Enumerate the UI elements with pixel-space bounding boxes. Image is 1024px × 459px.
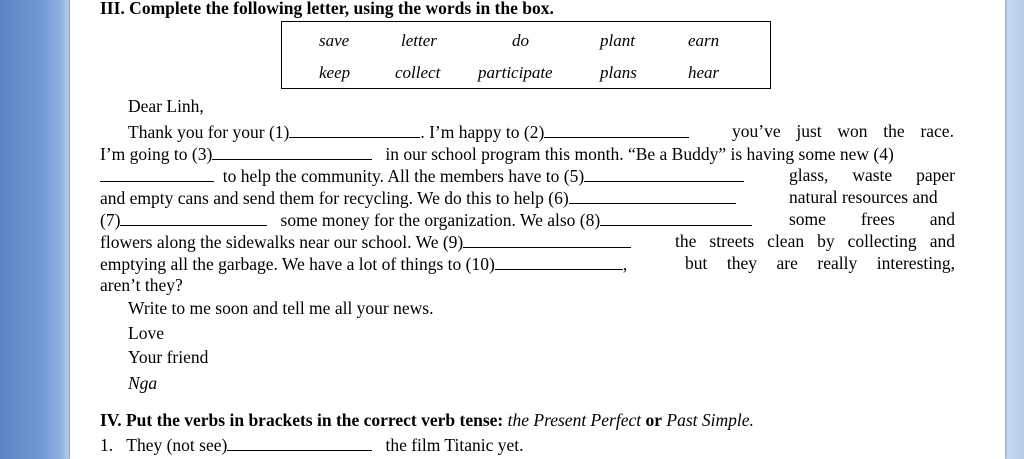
letter-line-8: aren’t they? [100, 275, 183, 295]
word-box-item: do [512, 31, 529, 50]
word-box-item: collect [395, 63, 441, 82]
blank-10[interactable] [495, 255, 623, 270]
blank-7[interactable] [120, 211, 267, 226]
letter-line-3-end: glass, waste paper [789, 165, 955, 185]
letter-line-7: emptying all the garbage. We have a lot of things to (10) , [100, 254, 628, 274]
letter-line-4: and empty cans and send them for recycling. We do this to help (6) [100, 189, 736, 208]
letter-line-5-end: some frees and [789, 209, 955, 229]
letter-line-3: to help the community. All the members have to (5) [100, 167, 744, 186]
letter-line-4-end: natural resources and [789, 187, 938, 207]
letter-signature: Nga [128, 373, 158, 393]
letter-line-5: (7) some money for the organization. We also (8) [100, 211, 752, 230]
blank-9[interactable] [463, 233, 631, 248]
letter-closing-1: Write to me soon and tell me all your news. [128, 298, 434, 318]
blank-2[interactable] [544, 123, 689, 138]
word-box-item: save [319, 31, 350, 50]
letter-closing-3: Your friend [128, 347, 209, 367]
letter-line-6-end: the streets clean by collecting and [675, 231, 955, 251]
blank-8[interactable] [600, 211, 752, 226]
letter-line-2: I’m going to (3) in our school program this month. “Be a Buddy” is having some new (4) [100, 144, 894, 164]
document-page [70, 0, 1005, 459]
word-box-item: letter [401, 31, 437, 50]
word-box-item: keep [319, 63, 351, 82]
letter-line-7-end: but they are really interesting, [685, 253, 955, 273]
word-box-item: earn [688, 31, 720, 50]
letter-line-6: flowers along the sidewalks near our school. We (9) [100, 233, 631, 252]
blank-3[interactable] [212, 145, 372, 160]
word-box [281, 21, 771, 89]
letter-line-1-end: you’ve just won the race. [732, 121, 954, 141]
exercise-item-1: 1. They (not see) the film Titanic yet. [100, 435, 524, 455]
word-box-item: hear [688, 63, 720, 82]
word-box-item: participate [478, 63, 553, 82]
section-3-heading: III. Complete the following letter, using the words in the box. [100, 0, 554, 18]
letter-closing-2: Love [128, 323, 164, 343]
section-4-heading: IV. Put the verbs in brackets in the correct verb tense: the Present Perfect or Past Simple. [100, 410, 754, 430]
word-box-item: plant [600, 31, 635, 50]
blank-6[interactable] [569, 189, 736, 204]
blank-1[interactable] [289, 123, 420, 138]
letter-greeting: Dear Linh, [128, 96, 204, 116]
word-box-item: plans [600, 63, 637, 82]
blank-4[interactable] [100, 167, 214, 182]
letter-line-1: Thank you for your (1) . I’m happy to (2) [128, 123, 689, 142]
blank-5[interactable] [584, 167, 744, 182]
blank-exercise-1[interactable] [227, 436, 372, 451]
